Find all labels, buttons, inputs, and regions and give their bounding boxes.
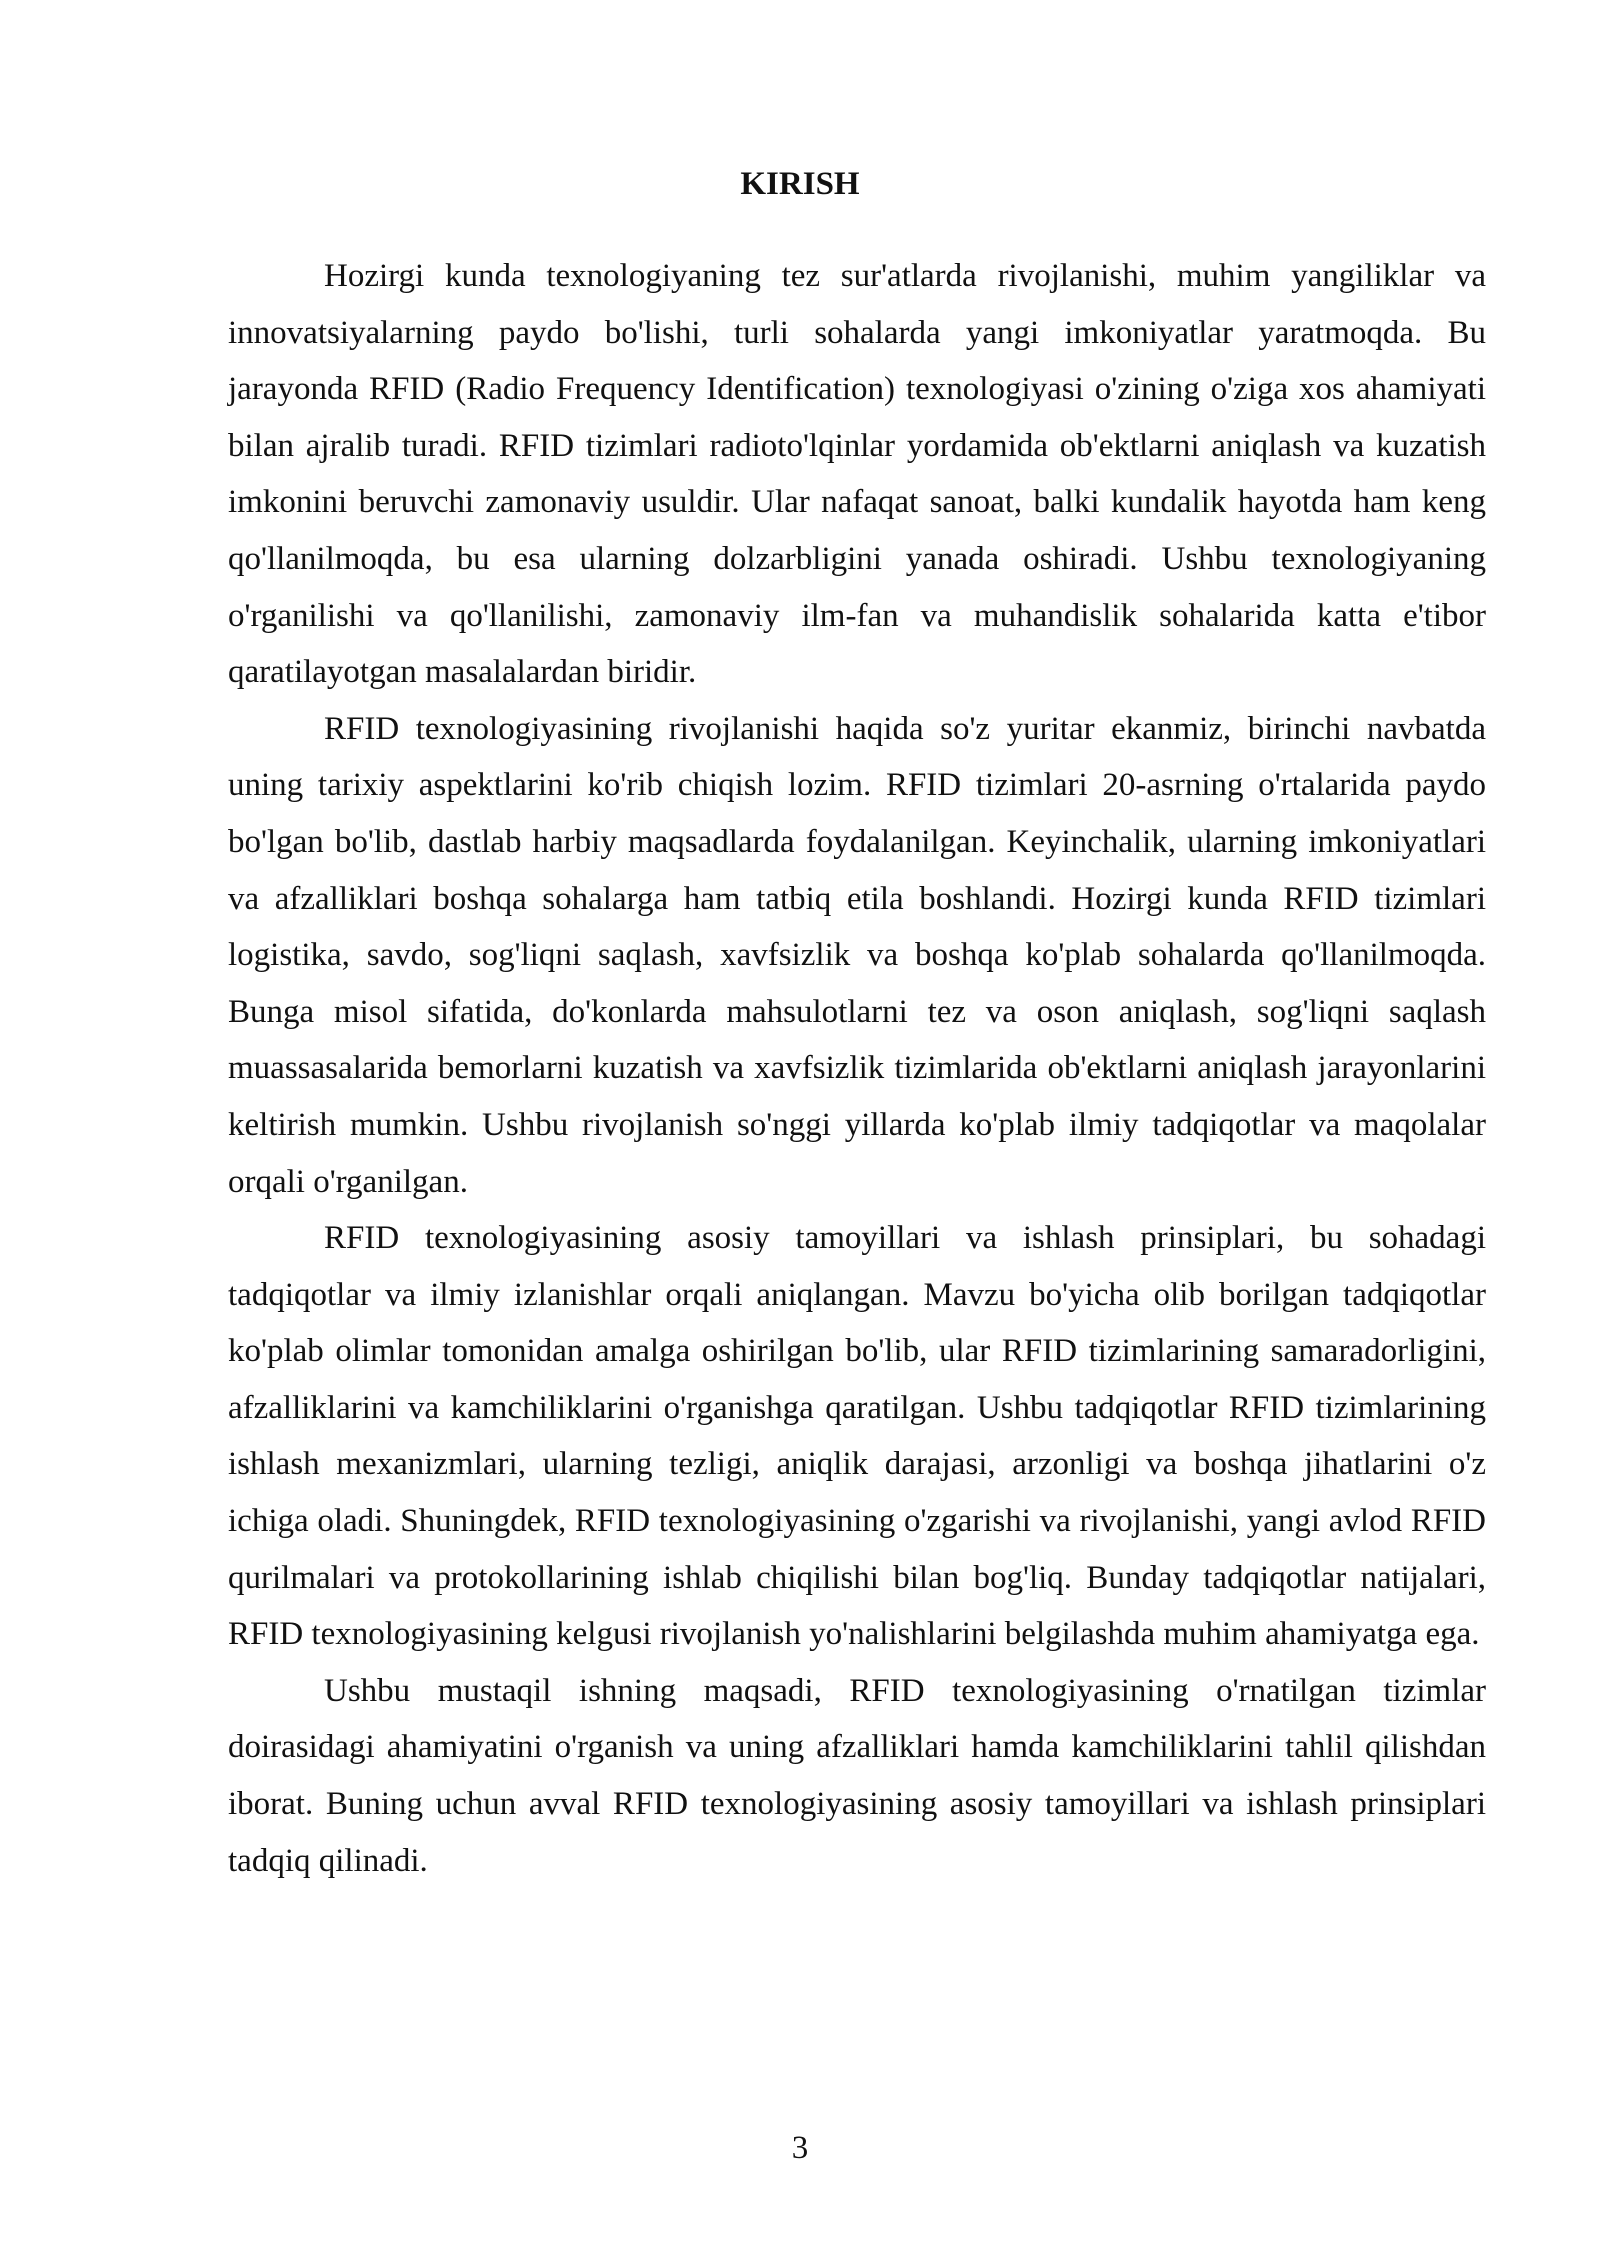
paragraph-1: Hozirgi kunda texnologiyaning tez sur'atlarda rivojlanishi, muhim yangiliklar va innovatsiyalarning paydo bo'lishi, turli sohalarda yangi imkoniyatlar yaratmoqda. Bu jarayonda RFID (Radio Frequency Identification) texnologiyasi o'zining o'ziga xos ahamiyati bilan ajralib turadi. RFID tizimlari radioto'lqinlar yordamida ob'ektlarni aniqlash va kuzatish imkonini beruvchi zamonaviy usuldir. Ular nafaqat sanoat, balki kundalik hayotda ham keng qo'llanilmoqda, bu esa ularning dolzarbligini yanada oshiradi. Ushbu texnologiyaning o'rganilishi va qo'llanilishi, zamonaviy ilm-fan va muhandislik sohalarida katta e'tibor qaratilayotgan masalalardan biridir. — [228, 258, 1486, 691]
paragraph-2: RFID texnologiyasining rivojlanishi haqida so'z yuritar ekanmiz, birinchi navbatda uning tarixiy aspektlarini ko'rib chiqish lozim. RFID tizimlari 20-asrning o'rtalarida paydo bo'lgan bo'lib, dastlab harbiy maqsadlarda foydalanilgan. Keyinchalik, ularning imkoniyatlari va afzalliklari boshqa sohalarga ham tatbiq etila boshlandi. Hozirgi kunda RFID tizimlari logistika, savdo, sog'liqni saqlash, xavfsizlik va boshqa ko'plab sohalarda qo'llanilmoqda. Bunga misol sifatida, do'konlarda mahsulotlarni tez va oson aniqlash, sog'liqni saqlash muassasalarida bemorlarni kuzatish va xavfsizlik tizimlarida ob'ektlarni aniqlash jarayonlarini keltirish mumkin. Ushbu rivojlanish so'nggi yillarda ko'plab ilmiy tadqiqotlar va maqolalar orqali o'rganilgan. — [228, 710, 1486, 1200]
page-title: KIRISH — [740, 166, 860, 202]
paragraph-3: RFID texnologiyasining asosiy tamoyillari va ishlash prinsiplari, bu sohadagi tadqiqotlar va ilmiy izlanishlar orqali aniqlangan. Mavzu bo'yicha olib borilgan tadqiqotlar ko'plab olimlar tomonidan amalga oshirilgan bo'lib, ular RFID tizimlarining samaradorligini, afzalliklarini va kamchiliklarini o'rganishga qaratilgan. Ushbu tadqiqotlar RFID tizimlarining ishlash mexanizmlari, ularning tezligi, aniqlik darajasi, arzonligi va boshqa jihatlarini o'z ichiga oladi. Shuningdek, RFID texnologiyasining o'zgarishi va rivojlanishi, yangi avlod RFID qurilmalari va protokollarining ishlab chiqilishi bilan bog'liq. Bunday tadqiqotlar natijalari, RFID texnologiyasining kelgusi rivojlanish yo'nalishlarini belgilashda muhim ahamiyatga ega. — [228, 1220, 1486, 1653]
paragraph-4: Ushbu mustaqil ishning maqsadi, RFID texnologiyasining o'rnatilgan tizimlar doirasidagi ahamiyatini o'rganish va uning afzalliklari hamda kamchiliklarini tahlil qilishdan iborat. Buning uchun avval RFID texnologiyasining asosiy tamoyillari va ishlash prinsiplari tadqiq qilinadi. — [228, 1672, 1486, 1879]
page-number: 3 — [791, 2130, 809, 2166]
body-text — [228, 248, 1486, 1889]
